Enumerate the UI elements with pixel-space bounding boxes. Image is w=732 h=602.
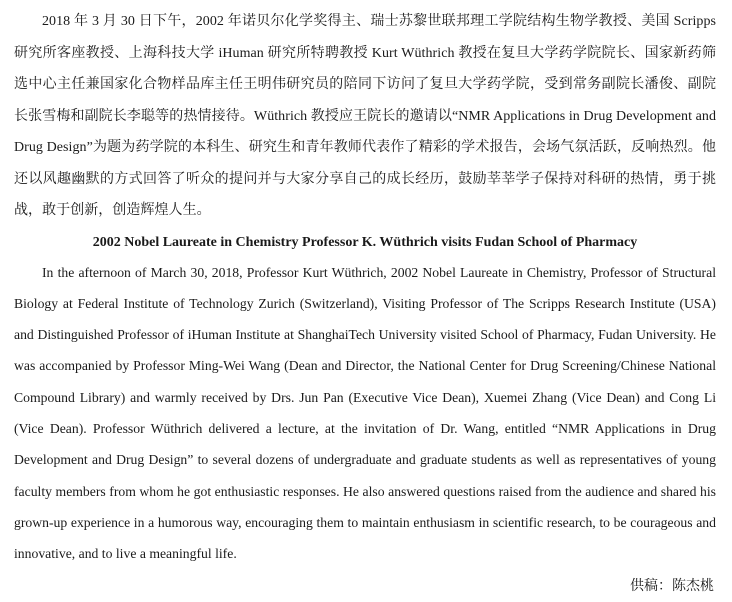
english-paragraph: In the afternoon of March 30, 2018, Professor Kurt Wüthrich, 2002 Nobel Laureate in Chemistry, Professor of Structural Biology at Federal Institute of Technology Zurich (Switzerland), Visiting Professor of The Scripps Research Institute (USA) and Distinguished Professor of iHuman Institute at ShanghaiTech University visited School of Pharmacy, Fudan University. He was accompanied by Professor Ming-Wei Wang (Dean and Director, the National Center for Drug Screening/Chinese National Compound Library) and warmly received by Drs. Jun Pan (Executive Vice Dean), Xuemei Zhang (Vice Dean) and Cong Li (Vice Dean). Professor Wüthrich delivered a lecture, at the invitation of Dr. Wang, entitled “NMR Applications in Drug Development and Drug Design” to several dozens of undergraduate and graduate students as well as representatives of young faculty members from whom he got enthusiastic responses. He also answered questions raised from the audience and shared his grown-up experience in a humorous way, encouraging them to maintain enthusiasm in scientific research, to be courageous and innovative, and to live a meaningful life. xyxy=(14,264,716,562)
article xyxy=(14,0,716,602)
english-title: 2002 Nobel Laureate in Chemistry Professor K. Wüthrich visits Fudan School of Pharmacy xyxy=(92,234,638,250)
chinese-paragraph: 2018 年 3 月 30 日下午，2002 年诺贝尔化学奖得主、瑞士苏黎世联邦理工学院结构生物学教授、美国 Scripps 研究所客座教授、上海科技大学 iHuman 研究所特聘教授 Kurt Wüthrich 教授在复旦大学药学院院长、国家新药筛选中心主任兼国家化合物样品库主任王明伟研究员的陪同下访问了复旦大学药学院，受到常务副院长潘俊、副院长张雪梅和副院长李聪等的热情接待。Wüthrich 教授应王院长的邀请以“NMR Applications in Drug Development and Drug Design”为题为药学院的本科生、研究生和青年教师代表作了精彩的学术报告，会场气氛活跃，反响热烈。他还以风趣幽默的方式回答了听众的提问并与大家分享自己的成长经历，鼓励莘莘学子保持对科研的热情，勇于挑战，敢于创新，创造辉煌人生。 xyxy=(14,14,716,218)
contributor-credit: 供稿：陈杰桃 xyxy=(630,579,714,595)
